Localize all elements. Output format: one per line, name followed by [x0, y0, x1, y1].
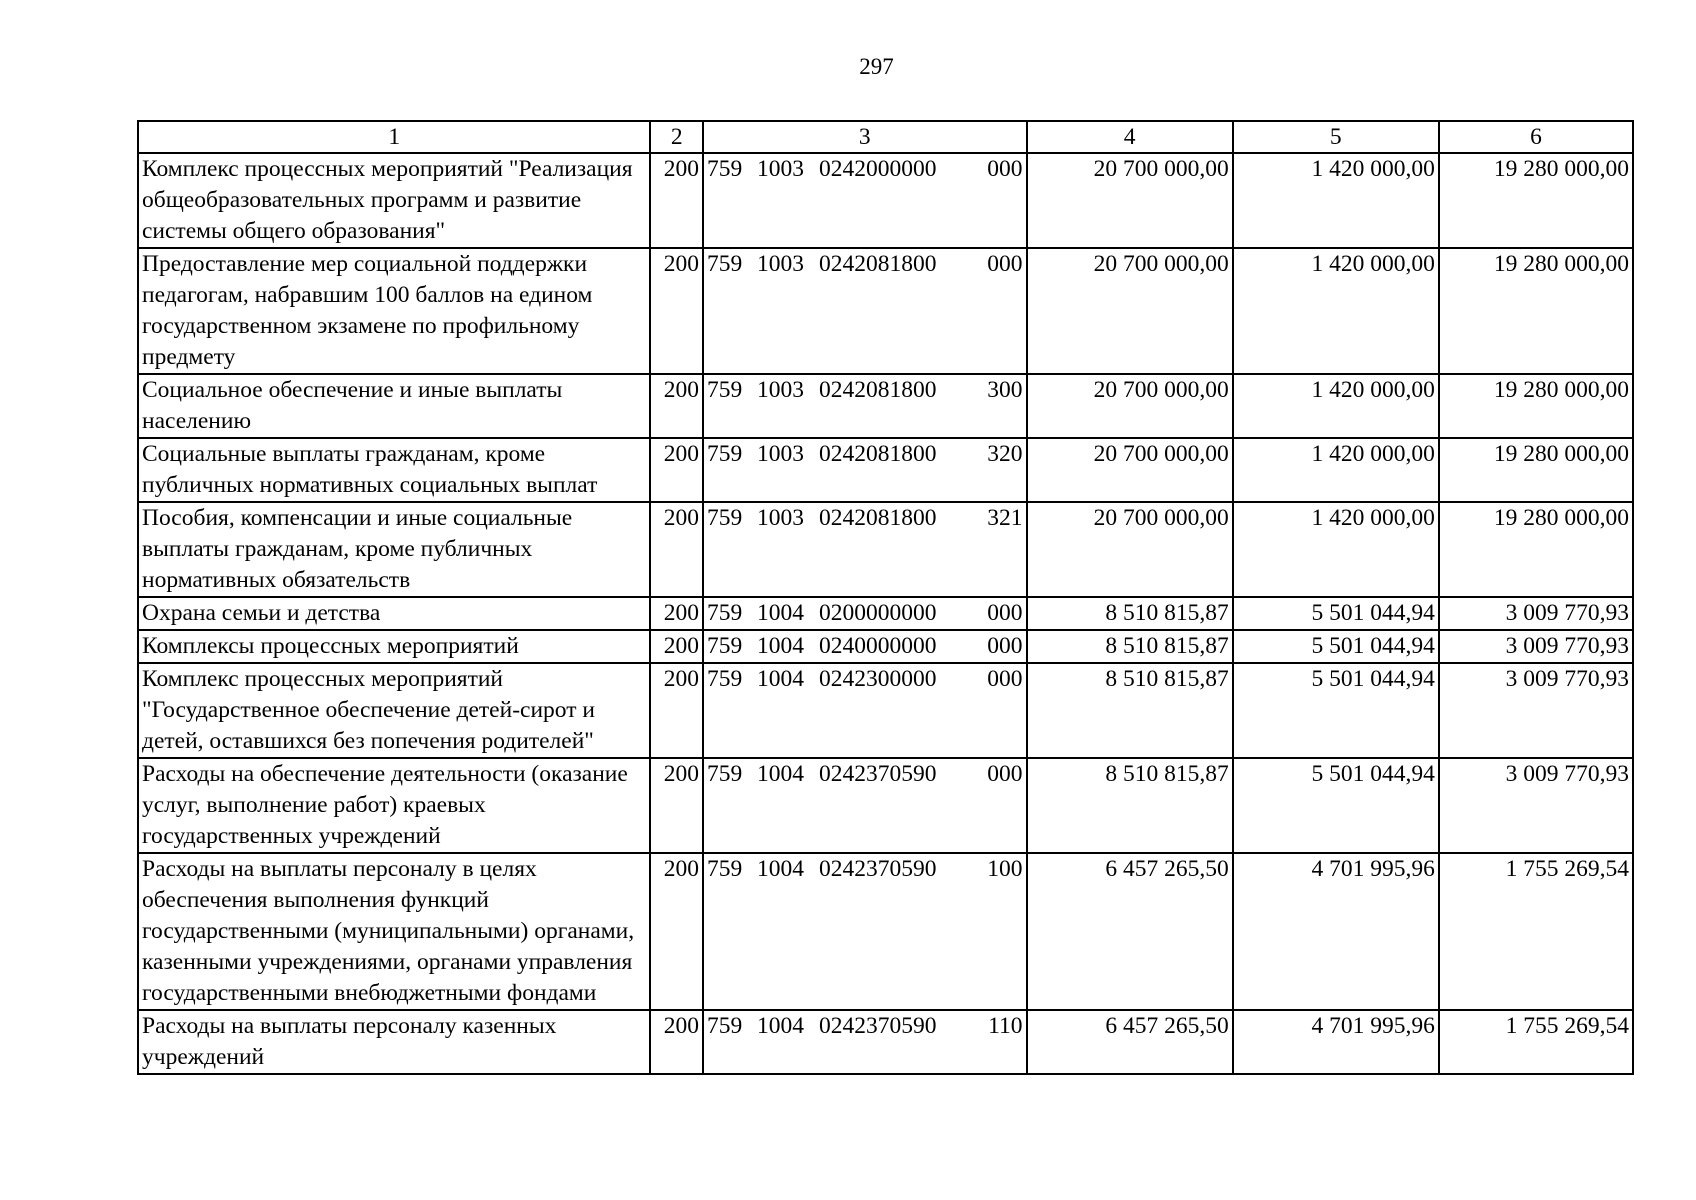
row-name-cell: Расходы на выплаты персоналу казенных учреждений	[138, 1010, 650, 1074]
department-code: 759	[707, 377, 743, 403]
row-name-cell: Социальные выплаты гражданам, кроме публичных нормативных социальных выплат	[138, 438, 650, 502]
classification-code-cell	[703, 374, 1026, 438]
ministry-code-cell: 200	[650, 758, 703, 853]
amount-col4-cell: 20 700 000,00	[1027, 153, 1233, 248]
department-code: 759	[707, 856, 743, 882]
row-name-cell: Комплексы процессных мероприятий	[138, 630, 650, 663]
amount-col6-cell: 19 280 000,00	[1439, 502, 1633, 597]
expense-type-code: 000	[987, 761, 1023, 787]
amount-col4-cell: 8 510 815,87	[1027, 663, 1233, 758]
amount-col4-cell: 8 510 815,87	[1027, 597, 1233, 630]
amount-col4-cell: 6 457 265,50	[1027, 1010, 1233, 1074]
section-code: 1004	[757, 856, 805, 882]
expense-type-code: 000	[987, 251, 1023, 277]
classification-code-cell	[703, 663, 1026, 758]
expense-type-code: 000	[987, 600, 1023, 626]
table-row	[138, 630, 1633, 663]
section-code: 1003	[757, 156, 805, 182]
amount-col5-cell: 1 420 000,00	[1233, 438, 1439, 502]
expense-type-code: 320	[987, 441, 1023, 467]
amount-col4-cell: 8 510 815,87	[1027, 758, 1233, 853]
amount-col5-cell: 1 420 000,00	[1233, 248, 1439, 374]
department-code: 759	[707, 251, 743, 277]
ministry-code-cell: 200	[650, 153, 703, 248]
classification-code-cell	[703, 597, 1026, 630]
department-code: 759	[707, 156, 743, 182]
department-code: 759	[707, 761, 743, 787]
classification-code-cell	[703, 1010, 1026, 1074]
column-header: 1	[138, 121, 650, 153]
section-code: 1003	[757, 251, 805, 277]
department-code: 759	[707, 505, 743, 531]
target-article-code: 0242081800	[819, 251, 937, 277]
table-row	[138, 248, 1633, 374]
amount-col4-cell: 20 700 000,00	[1027, 248, 1233, 374]
classification-code-cell	[703, 853, 1026, 1010]
column-header: 4	[1027, 121, 1233, 153]
amount-col5-cell: 1 420 000,00	[1233, 153, 1439, 248]
amount-col6-cell: 19 280 000,00	[1439, 438, 1633, 502]
column-header: 2	[650, 121, 703, 153]
amount-col6-cell: 19 280 000,00	[1439, 248, 1633, 374]
ministry-code-cell: 200	[650, 630, 703, 663]
department-code: 759	[707, 441, 743, 467]
ministry-code-cell: 200	[650, 853, 703, 1010]
expense-type-code: 000	[987, 633, 1023, 659]
department-code: 759	[707, 633, 743, 659]
table-row	[138, 502, 1633, 597]
expense-type-code: 000	[987, 156, 1023, 182]
section-code: 1004	[757, 761, 805, 787]
column-header: 6	[1439, 121, 1633, 153]
section-code: 1003	[757, 441, 805, 467]
department-code: 759	[707, 1013, 743, 1039]
ministry-code-cell: 200	[650, 502, 703, 597]
row-name-cell: Комплекс процессных мероприятий "Государственное обеспечение детей-сирот и детей, оставшихся без попечения родителей"	[138, 663, 650, 758]
target-article-code: 0242370590	[819, 761, 937, 787]
classification-code-cell	[703, 248, 1026, 374]
amount-col4-cell: 8 510 815,87	[1027, 630, 1233, 663]
department-code: 759	[707, 666, 743, 692]
row-name-cell: Социальное обеспечение и иные выплаты населению	[138, 374, 650, 438]
target-article-code: 0242081800	[819, 441, 937, 467]
ministry-code-cell: 200	[650, 374, 703, 438]
table-row	[138, 853, 1633, 1010]
ministry-code-cell: 200	[650, 597, 703, 630]
amount-col6-cell: 3 009 770,93	[1439, 758, 1633, 853]
table-body	[138, 153, 1633, 1074]
table-row	[138, 374, 1633, 438]
row-name-cell: Пособия, компенсации и иные социальные выплаты гражданам, кроме публичных нормативных обязательств	[138, 502, 650, 597]
amount-col5-cell: 4 701 995,96	[1233, 1010, 1439, 1074]
amount-col6-cell: 3 009 770,93	[1439, 630, 1633, 663]
target-article-code: 0242370590	[819, 1013, 937, 1039]
section-code: 1003	[757, 377, 805, 403]
amount-col5-cell: 4 701 995,96	[1233, 853, 1439, 1010]
table-row	[138, 597, 1633, 630]
classification-code-cell	[703, 153, 1026, 248]
page-number: 297	[859, 54, 894, 79]
table-row	[138, 663, 1633, 758]
classification-code-cell	[703, 758, 1026, 853]
amount-col4-cell: 20 700 000,00	[1027, 502, 1233, 597]
target-article-code: 0242000000	[819, 156, 937, 182]
amount-col6-cell: 3 009 770,93	[1439, 597, 1633, 630]
amount-col6-cell: 1 755 269,54	[1439, 1010, 1633, 1074]
expense-type-code: 321	[987, 505, 1023, 531]
target-article-code: 0242081800	[819, 505, 937, 531]
section-code: 1004	[757, 666, 805, 692]
table-row	[138, 153, 1633, 248]
table-row	[138, 438, 1633, 502]
department-code: 759	[707, 600, 743, 626]
table-row	[138, 1010, 1633, 1074]
row-name-cell: Охрана семьи и детства	[138, 597, 650, 630]
amount-col4-cell: 20 700 000,00	[1027, 438, 1233, 502]
table-row	[138, 758, 1633, 853]
ministry-code-cell: 200	[650, 248, 703, 374]
target-article-code: 0200000000	[819, 600, 937, 626]
expense-type-code: 000	[987, 666, 1023, 692]
target-article-code: 0242370590	[819, 856, 937, 882]
expense-type-code: 110	[988, 1013, 1023, 1039]
expense-type-code: 300	[987, 377, 1023, 403]
table-header-row	[138, 121, 1633, 153]
ministry-code-cell: 200	[650, 438, 703, 502]
amount-col4-cell: 6 457 265,50	[1027, 853, 1233, 1010]
target-article-code: 0240000000	[819, 633, 937, 659]
amount-col6-cell: 19 280 000,00	[1439, 153, 1633, 248]
section-code: 1004	[757, 633, 805, 659]
row-name-cell: Расходы на обеспечение деятельности (оказание услуг, выполнение работ) краевых государственных учреждений	[138, 758, 650, 853]
row-name-cell: Расходы на выплаты персоналу в целях обеспечения выполнения функций государственными (муниципальными) органами, казенными учреждениями, органами управления государственными внебюджетными фондами	[138, 853, 650, 1010]
amount-col5-cell: 5 501 044,94	[1233, 630, 1439, 663]
amount-col5-cell: 1 420 000,00	[1233, 374, 1439, 438]
column-header: 3	[703, 121, 1026, 153]
target-article-code: 0242081800	[819, 377, 937, 403]
row-name-cell: Комплекс процессных мероприятий "Реализация общеобразовательных программ и развитие системы общего образования"	[138, 153, 650, 248]
section-code: 1003	[757, 505, 805, 531]
amount-col5-cell: 5 501 044,94	[1233, 597, 1439, 630]
amount-col6-cell: 19 280 000,00	[1439, 374, 1633, 438]
classification-code-cell	[703, 630, 1026, 663]
section-code: 1004	[757, 600, 805, 626]
budget-table	[137, 120, 1634, 1075]
ministry-code-cell: 200	[650, 1010, 703, 1074]
amount-col5-cell: 1 420 000,00	[1233, 502, 1439, 597]
amount-col5-cell: 5 501 044,94	[1233, 663, 1439, 758]
expense-type-code: 100	[987, 856, 1023, 882]
amount-col4-cell: 20 700 000,00	[1027, 374, 1233, 438]
row-name-cell: Предоставление мер социальной поддержки педагогам, набравшим 100 баллов на едином государственном экзамене по профильному предмету	[138, 248, 650, 374]
amount-col6-cell: 1 755 269,54	[1439, 853, 1633, 1010]
classification-code-cell	[703, 438, 1026, 502]
target-article-code: 0242300000	[819, 666, 937, 692]
ministry-code-cell: 200	[650, 663, 703, 758]
classification-code-cell	[703, 502, 1026, 597]
amount-col6-cell: 3 009 770,93	[1439, 663, 1633, 758]
column-header: 5	[1233, 121, 1439, 153]
section-code: 1004	[757, 1013, 805, 1039]
amount-col5-cell: 5 501 044,94	[1233, 758, 1439, 853]
